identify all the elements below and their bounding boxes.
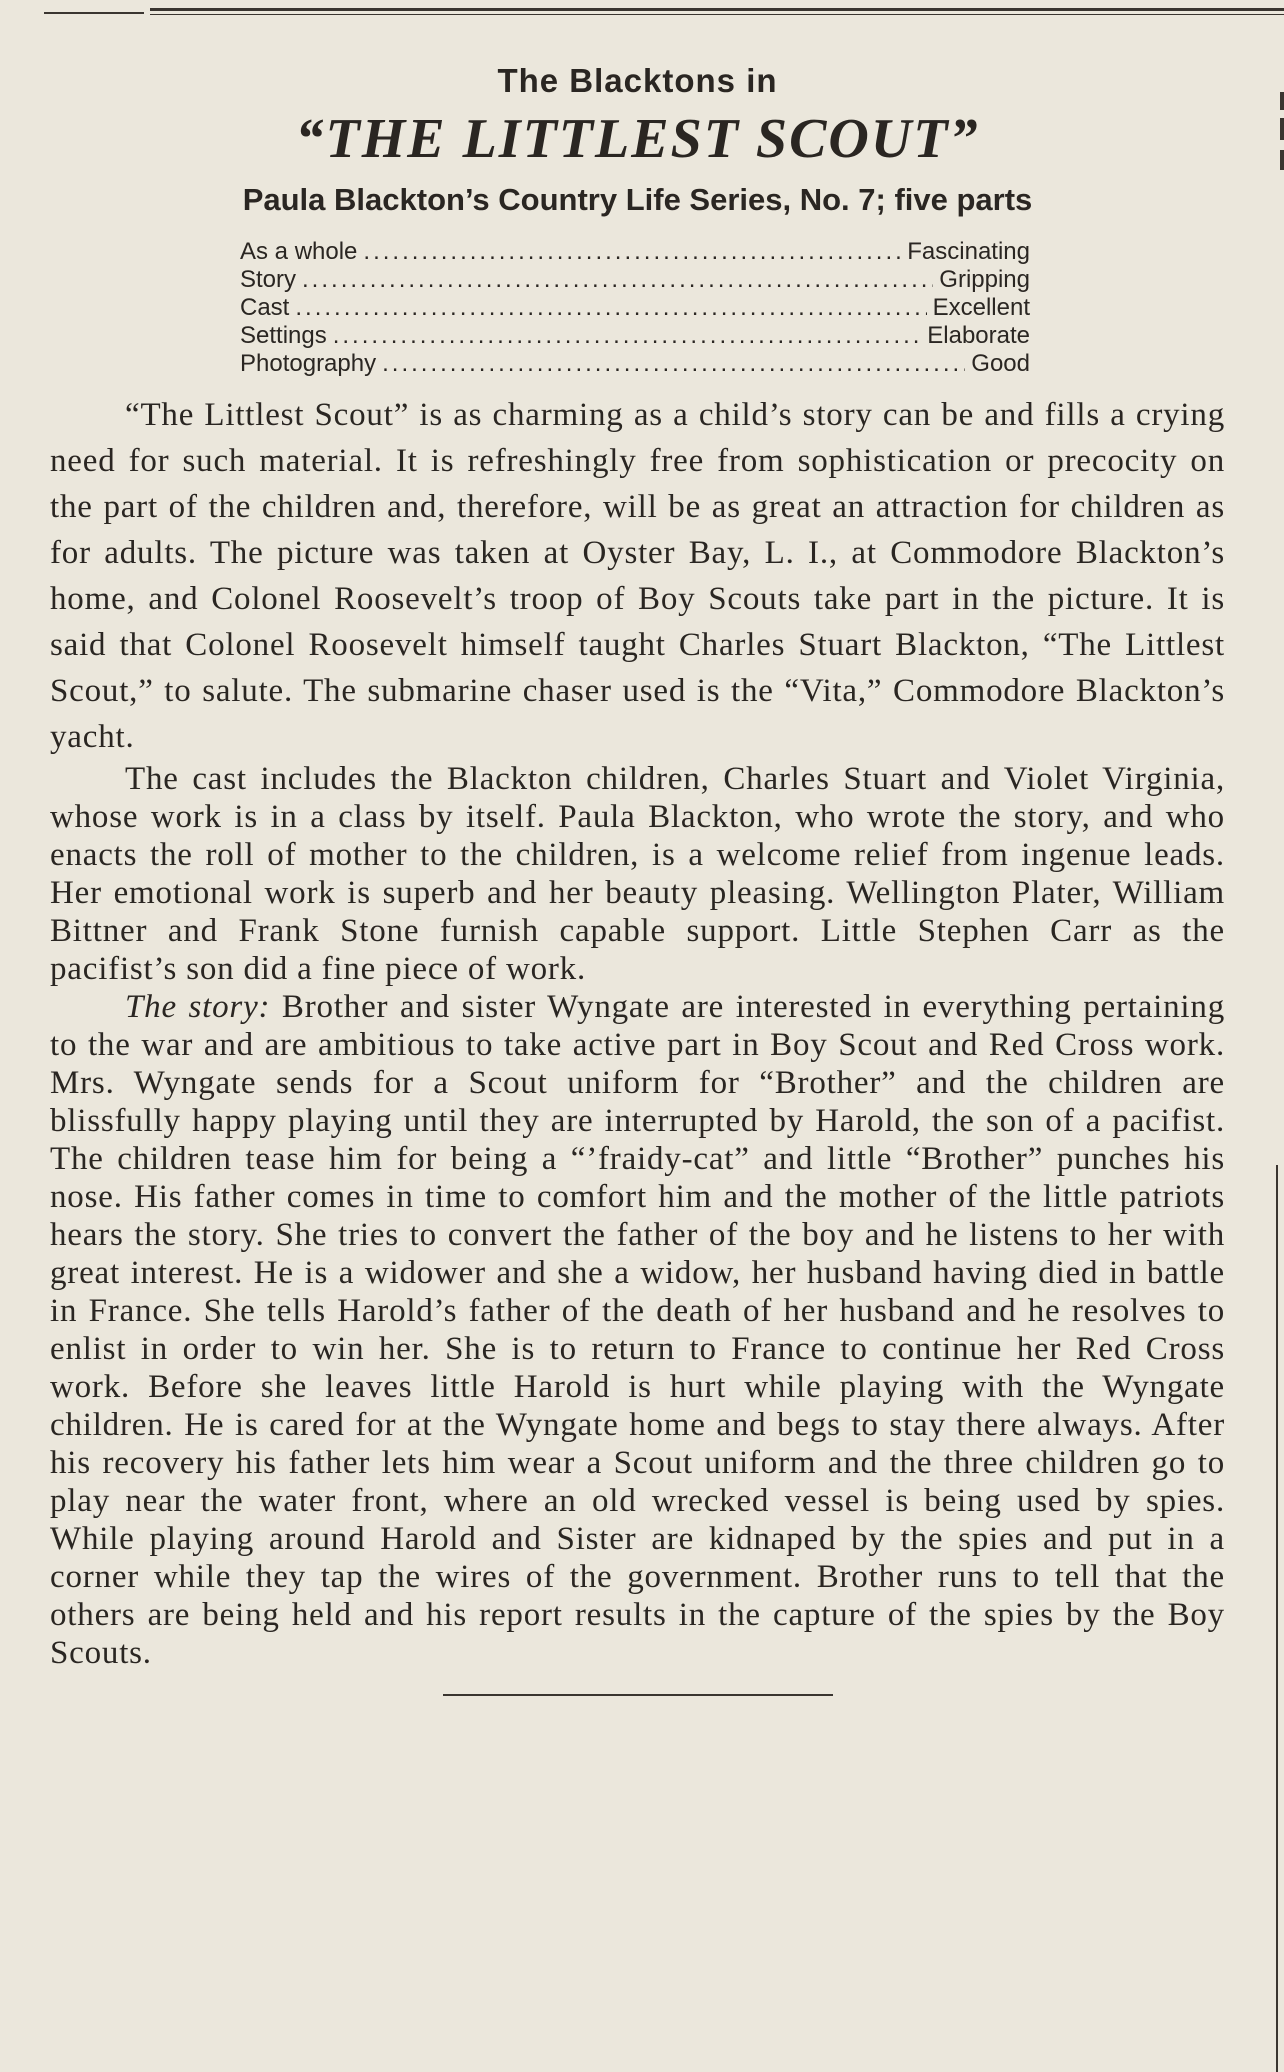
rating-label: Story xyxy=(240,266,297,293)
rating-row xyxy=(240,238,1030,266)
rating-label: Settings xyxy=(240,322,327,349)
review-body xyxy=(50,392,1225,1672)
edge-mark xyxy=(1280,92,1284,110)
rating-label: As a whole xyxy=(240,238,358,265)
ratings-table xyxy=(240,238,1030,378)
rating-value: Fascinating xyxy=(907,238,1030,265)
story-paragraph xyxy=(50,988,1225,1672)
article-kicker: The Blacktons in xyxy=(497,62,778,99)
dot-leader xyxy=(333,322,922,350)
rating-row xyxy=(240,294,1030,322)
rating-value: Gripping xyxy=(939,266,1030,293)
review-paragraph: The cast includes the Blackton children, Charles Stuart and Violet Virginia, whose work is in a class by itself. Paula Blackton, who wrote the story, and who enacts the roll of mother to the children, is a welcome relief from ingenue leads. Her emotional work is superb and her beauty pleasing. Wellington Plater, William Bittner and Frank Stone furnish capable support. Little Stephen Carr as the pacifist’s son did a fine piece of work. xyxy=(50,761,1225,987)
dot-leader xyxy=(302,266,933,294)
rating-value: Good xyxy=(971,350,1030,377)
top-rule xyxy=(150,0,1284,11)
header-ornament xyxy=(44,0,144,14)
rating-value: Elaborate xyxy=(927,322,1030,349)
film-title: “THE LITTLEST SCOUT” xyxy=(295,108,980,170)
top-rule-thin xyxy=(150,14,1284,15)
review-paragraph: “The Littlest Scout” is as charming as a child’s story can be and fills a crying need for such material. It is refreshingly free from sophistication or precocity on the part of the children and, therefore, will be as great an attraction for children as for adults. The picture was taken at Oyster Bay, L. I., at Commodore Blackton’s home, and Colonel Roosevelt’s troop of Boy Scouts take part in the picture. It is said that Colonel Roosevelt himself taught Charles Stuart Blackton, “The Littlest Scout,” to salute. The submarine chaser used is the “Vita,” Commodore Blackton’s yacht. xyxy=(50,397,1225,755)
review-article xyxy=(50,62,1225,1696)
rating-label: Cast xyxy=(240,294,290,321)
series-subtitle: Paula Blackton’s Country Life Series, No. 7; five parts xyxy=(242,182,1033,217)
column-rule xyxy=(1276,1165,1282,2072)
dot-leader xyxy=(295,294,926,322)
dot-leader xyxy=(363,238,901,266)
story-label: The story: xyxy=(125,989,271,1025)
end-rule xyxy=(443,1694,833,1696)
rating-row xyxy=(240,322,1030,350)
story-text: Brother and sister Wyngate are interested in everything pertaining to the war and are ambitious to take active part in Boy Scout and Red Cross work. Mrs. Wyngate sends for a Scout uniform for “Brother” and the children are blissfully happy playing until they are interrupted by Harold, the son of a pacifist. The children tease him for being a “’fraidy-cat” and little “Brother” punches his nose. His father comes in time to comfort him and the mother of the little patriots hears the story. She tries to convert the father of the boy and he listens to her with great interest. He is a widower and she a widow, her husband having died in battle in France. She tells Harold’s father of the death of her husband and he resolves to enlist in order to win her. She is to return to France to continue her Red Cross work. Before she leaves little Harold is hurt while playing with the Wyngate children. He is cared for at the Wyngate home and begs to stay there always. After his recovery his father lets him wear a Scout uniform and the three children go to play near the water front, where an old wrecked vessel is being used by spies. While playing around Harold and Sister are kidnaped by the spies and put in a corner while they tap the wires of the government. Brother runs to tell that the others are being held and his report results in the capture of the spies by the Boy Scouts. xyxy=(50,989,1225,1671)
rating-row xyxy=(240,266,1030,294)
rating-label: Photography xyxy=(240,350,377,377)
rating-row xyxy=(240,350,1030,378)
dot-leader xyxy=(382,350,965,378)
edge-mark xyxy=(1280,150,1284,170)
edge-mark xyxy=(1280,118,1284,140)
rating-value: Excellent xyxy=(932,294,1030,321)
